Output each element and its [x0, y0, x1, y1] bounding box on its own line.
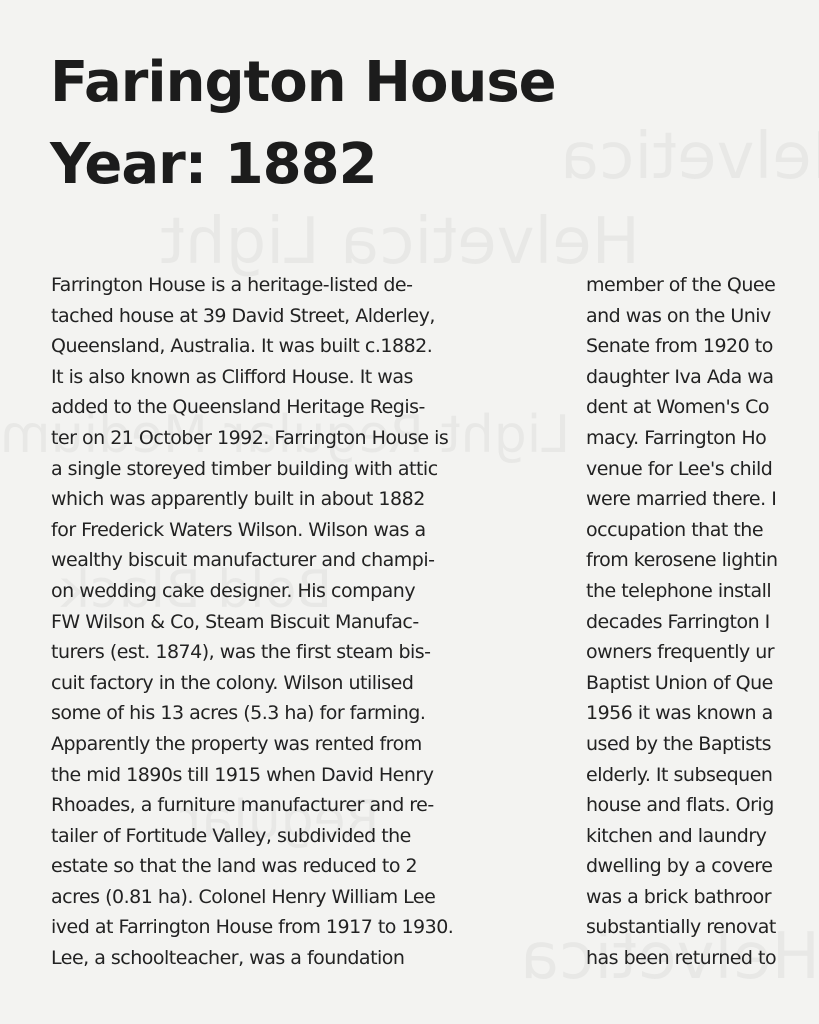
text-line: for Frederick Waters Wilson. Wilson was a [51, 518, 426, 541]
title-line: Farington House [50, 50, 556, 115]
text-line: elderly. It subsequen [586, 763, 773, 786]
text-line: turers (est. 1874), was the first steam bis- [51, 641, 431, 664]
text-line: the mid 1890s till 1915 when David Henry [51, 763, 434, 786]
text-line: Senate from 1920 to [586, 335, 773, 358]
text-line: venue for Lee's child [586, 457, 773, 480]
text-line: owners frequently ur [586, 641, 775, 664]
text-line: which was apparently built in about 1882 [51, 488, 425, 511]
text-line: macy. Farrington Ho [586, 426, 767, 449]
text-line: added to the Queensland Heritage Regis- [51, 396, 425, 419]
text-line: cuit factory in the colony. Wilson utilised [51, 671, 414, 694]
text-line: were married there. I [586, 488, 777, 511]
text-line: member of the Quee [586, 274, 776, 296]
text-line: dwelling by a covere [586, 855, 773, 878]
text-line: on wedding cake designer. His company [51, 579, 416, 602]
text-line: decades Farrington I [586, 610, 770, 633]
text-line: ter on 21 October 1992. Farrington House is [51, 426, 449, 449]
text-line: from kerosene lightin [586, 549, 778, 572]
text-line: a single storeyed timber building with attic [51, 457, 438, 480]
body-column-2 [586, 270, 778, 974]
text-line: occupation that the [586, 518, 764, 541]
text-line: house and flats. Orig [586, 794, 774, 817]
text-line: daughter Iva Ada wa [586, 365, 774, 388]
text-line: Queensland, Australia. It was built c.1882. [51, 335, 433, 358]
text-line: acres (0.81 ha). Colonel Henry William Lee [51, 885, 436, 908]
title-line: Year: 1882 [50, 132, 377, 197]
text-line: tailer of Fortitude Valley, subdivided the [51, 824, 411, 847]
text-line: the telephone install [586, 579, 772, 602]
text-line: was a brick bathroor [586, 885, 772, 908]
text-line: ived at Farrington House from 1917 to 1930. [51, 916, 454, 939]
text-line: Lee, a schoolteacher, was a foundation [51, 947, 405, 970]
text-line: It is also known as Clifford House. It was [51, 365, 413, 388]
text-line: and was on the Univ [586, 304, 771, 327]
body-column-1 [51, 270, 453, 974]
text-line: Rhoades, a furniture manufacturer and re- [51, 794, 434, 817]
text-line: estate so that the land was reduced to 2 [51, 855, 418, 878]
text-line: has been returned to [586, 947, 777, 970]
text-line: used by the Baptists [586, 732, 772, 755]
text-line: kitchen and laundry [586, 824, 767, 847]
page-title [50, 42, 556, 206]
text-line: tached house at 39 David Street, Alderley, [51, 304, 435, 327]
text-line: substantially renovat [586, 916, 776, 939]
text-line: dent at Women's Co [586, 396, 770, 419]
text-line: Baptist Union of Que [586, 671, 773, 694]
text-line: FW Wilson & Co, Steam Biscuit Manufac- [51, 610, 419, 633]
text-line: some of his 13 acres (5.3 ha) for farming. [51, 702, 426, 725]
text-line: wealthy biscuit manufacturer and champi- [51, 549, 435, 572]
text-line: Farrington House is a heritage-listed de- [51, 274, 413, 296]
text-line: Apparently the property was rented from [51, 732, 422, 755]
text-line: 1956 it was known a [586, 702, 773, 725]
